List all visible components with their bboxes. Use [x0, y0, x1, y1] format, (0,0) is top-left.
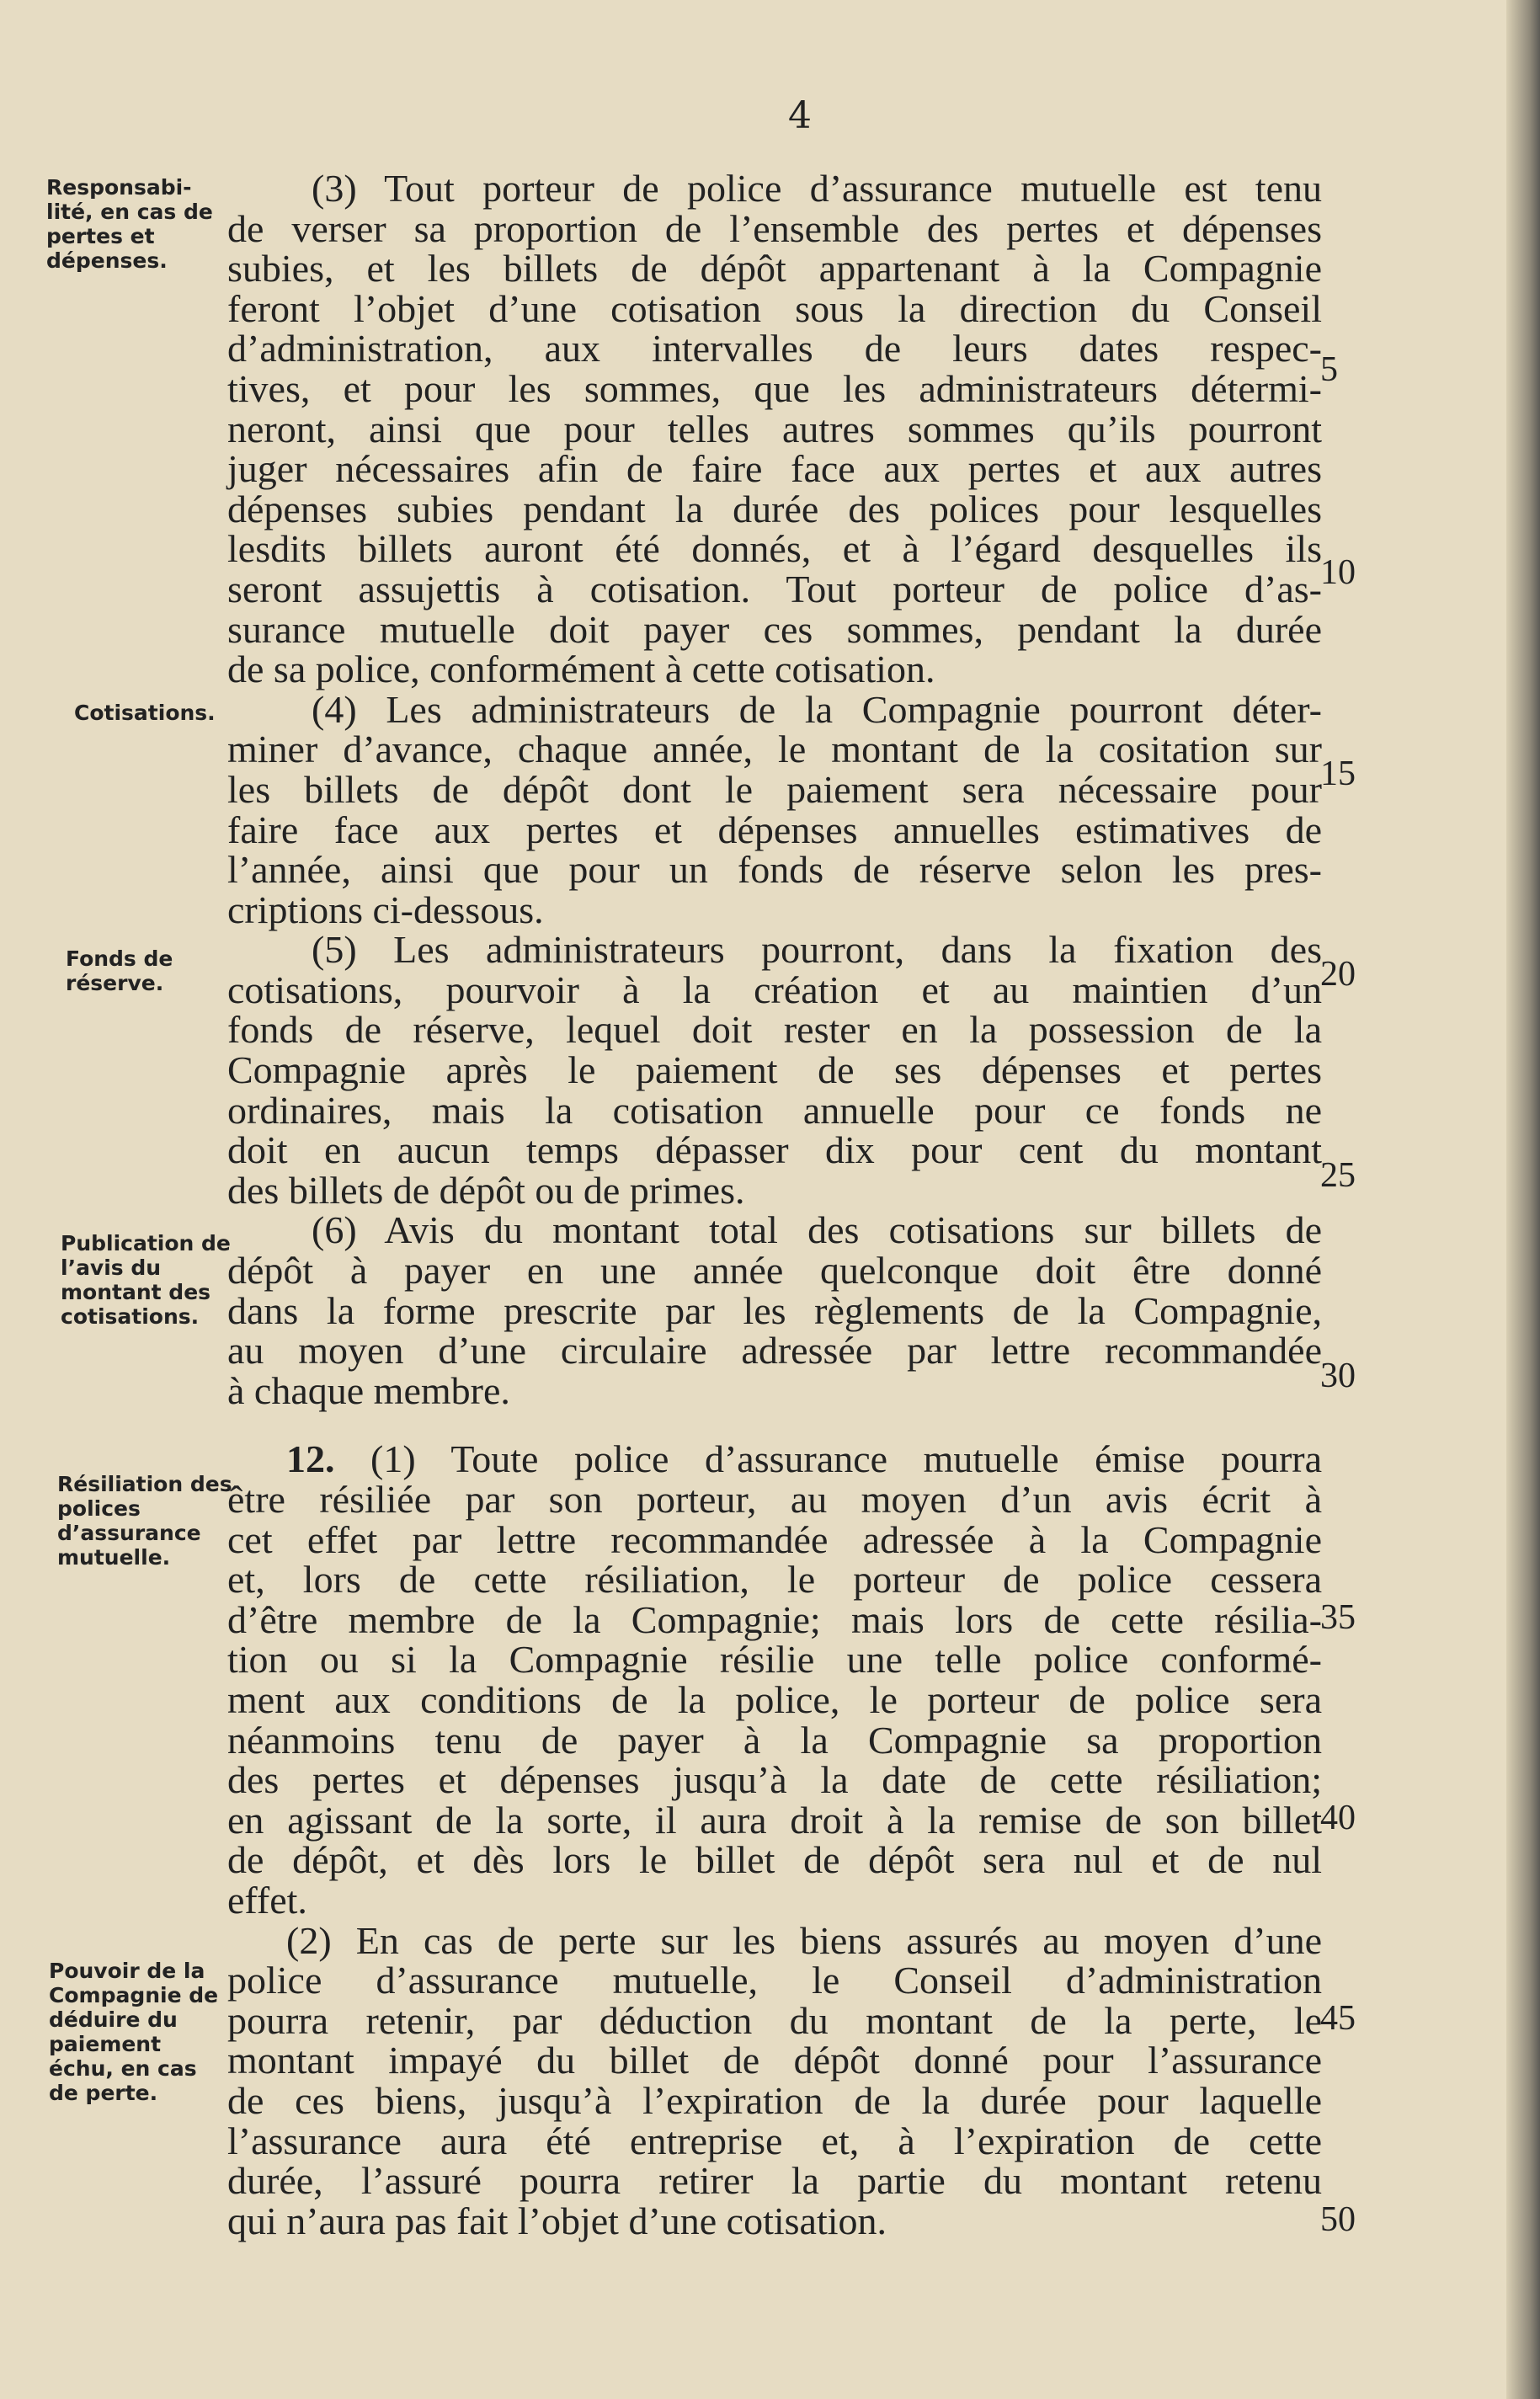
paragraph-11-6 [227, 1210, 1322, 1410]
text-line: effet. [227, 1878, 307, 1922]
paragraph-12-2 [227, 1918, 1322, 2242]
section-number-12: 12. [286, 1437, 335, 1481]
margin-note-fonds-de-reserve: Fonds de réserve. [66, 946, 173, 995]
margin-note-pouvoir: Pouvoir de la Compagnie de déduire du paiement échu, en cas de perte. [49, 1959, 219, 2105]
page-edge-shadow [1506, 0, 1540, 2399]
text-line [227, 1439, 1322, 1479]
text-line: à chaque membre. [227, 1368, 510, 1412]
paragraph-11-5 [227, 930, 1322, 1210]
text-line: cotisations, pourvoir à la création et au maintien d’un [227, 968, 1322, 1011]
margin-note-responsabilite: Responsabilité, en cas de pertes et dépenses. [46, 175, 213, 273]
text-line: dépenses subies pendant la durée des polices pour lesquelles [227, 487, 1322, 530]
text-line: doit en aucun temps dépasser dix pour cent du montant [227, 1128, 1322, 1172]
text-line: qui n’aura pas fait l’objet d’une cotisation. [227, 2199, 887, 2242]
text-line: police d’assurance mutuelle, le Conseil d’administration [227, 1959, 1322, 2002]
text-line: (4) Les administrateurs de la Compagnie pourront déter- [312, 687, 1322, 731]
text-line: subies, et les billets de dépôt appartenant à la Compagnie [227, 247, 1322, 291]
text-line: juger nécessaires afin de faire face aux pertes et aux autres [227, 447, 1322, 491]
text-line: pourra retenir, par déduction du montant de la perte, le [227, 1998, 1322, 2042]
text-line: de verser sa proportion de l’ensemble des pertes et dépenses [227, 206, 1322, 250]
body-text [227, 168, 1322, 2241]
line-number: 5 [1320, 350, 1338, 389]
text-line: (5) Les administrateurs pourront, dans la fixation des [312, 928, 1322, 972]
text-line: criptions ci-dessous. [227, 888, 544, 931]
line-number: 25 [1320, 1156, 1356, 1195]
text-line: lesdits billets auront été donnés, et à l’égard desquelles ils [227, 527, 1322, 571]
text-line: au moyen d’une circulaire adressée par lettre recommandée [227, 1329, 1322, 1373]
text-line: l’assurance aura été entreprise et, à l’expiration de cette [227, 2119, 1322, 2162]
text-line: de ces biens, jusqu’à l’expiration de la durée pour laquelle [227, 2078, 1322, 2122]
text-line: fonds de réserve, lequel doit rester en la possession de la [227, 1008, 1322, 1052]
text-line: surance mutuelle doit payer ces sommes, pendant la durée [227, 607, 1322, 651]
text-line: d’administration, aux intervalles de leurs dates respec- [227, 327, 1322, 371]
text-line: ment aux conditions de la police, le porteur de police sera [227, 1677, 1322, 1721]
paragraph-12-1 [227, 1439, 1322, 1920]
text-line: et, lors de cette résiliation, le porteur de police cessera [227, 1558, 1322, 1602]
text-line: ordinaires, mais la cotisation annuelle pour ce fonds ne [227, 1088, 1322, 1132]
line-number: 10 [1320, 553, 1356, 592]
text-line: montant impayé du billet de dépôt donné pour l’assurance [227, 2039, 1322, 2082]
line-number: 45 [1320, 1999, 1356, 2038]
text-line: (3) Tout porteur de police d’assurance mutuelle est tenu [312, 167, 1322, 210]
margin-note-resiliation: Résiliation des polices d’assurance mutuelle. [57, 1472, 232, 1570]
text-line-content: (1) Toute police d’assurance mutuelle émise pourra [370, 1437, 1322, 1481]
text-line: (2) En cas de perte sur les biens assurés au moyen d’une [286, 1918, 1322, 1962]
text-line: dans la forme prescrite par les règlements de la Compagnie, [227, 1288, 1322, 1332]
text-line: Compagnie après le paiement de ses dépenses et pertes [227, 1048, 1322, 1092]
line-number: 15 [1320, 754, 1356, 793]
text-line: des billets de dépôt ou de primes. [227, 1168, 745, 1212]
text-line: dépôt à payer en une année quelconque doit être donné [227, 1249, 1322, 1293]
line-number: 50 [1320, 2200, 1356, 2239]
text-line: (6) Avis du montant total des cotisations sur billets de [312, 1208, 1322, 1252]
text-line: en agissant de la sorte, il aura droit à la remise de son billet [227, 1798, 1322, 1842]
margin-note-publication: Publication de l’avis du montant des cotisations. [61, 1231, 231, 1329]
text-line: de sa police, conformément à cette cotisation. [227, 648, 935, 691]
text-line: cet effet par lettre recommandée adressée à la Compagnie [227, 1517, 1322, 1561]
page-number: 4 [788, 94, 812, 137]
line-number: 30 [1320, 1357, 1356, 1395]
text-line: d’être membre de la Compagnie; mais lors de cette résilia- [227, 1597, 1322, 1641]
line-number: 20 [1320, 955, 1356, 994]
text-line: miner d’avance, chaque année, le montant de la cositation sur [227, 728, 1322, 771]
paragraph-11-4 [227, 687, 1322, 931]
line-number: 40 [1320, 1799, 1356, 1837]
text-line: feront l’objet d’une cotisation sous la direction du Conseil [227, 286, 1322, 330]
text-line: des pertes et dépenses jusqu’à la date de cette résiliation; [227, 1758, 1322, 1802]
text-line: neront, ainsi que pour telles autres sommes qu’ils pourront [227, 407, 1322, 450]
text-line: durée, l’assuré pourra retirer la partie du montant retenu [227, 2159, 1322, 2203]
margin-note-cotisations: Cotisations. [74, 701, 216, 725]
text-line: néanmoins tenu de payer à la Compagnie sa proportion [227, 1718, 1322, 1762]
paragraph-11-3 [227, 168, 1322, 690]
text-line: seront assujettis à cotisation. Tout porteur de police d’as- [227, 567, 1322, 610]
text-line: être résiliée par son porteur, au moyen d’un avis écrit à [227, 1478, 1322, 1521]
line-number: 35 [1320, 1598, 1356, 1637]
section-gap [227, 1410, 1322, 1439]
text-line: l’année, ainsi que pour un fonds de réserve selon les pres- [227, 848, 1322, 892]
text-line: tives, et pour les sommes, que les administrateurs détermi- [227, 366, 1322, 410]
text-line: de dépôt, et dès lors le billet de dépôt sera nul et de nul [227, 1838, 1322, 1882]
text-line: les billets de dépôt dont le paiement sera nécessaire pour [227, 767, 1322, 811]
text-line: tion ou si la Compagnie résilie une telle police conformé- [227, 1638, 1322, 1682]
text-line: faire face aux pertes et dépenses annuelles estimatives de [227, 808, 1322, 851]
